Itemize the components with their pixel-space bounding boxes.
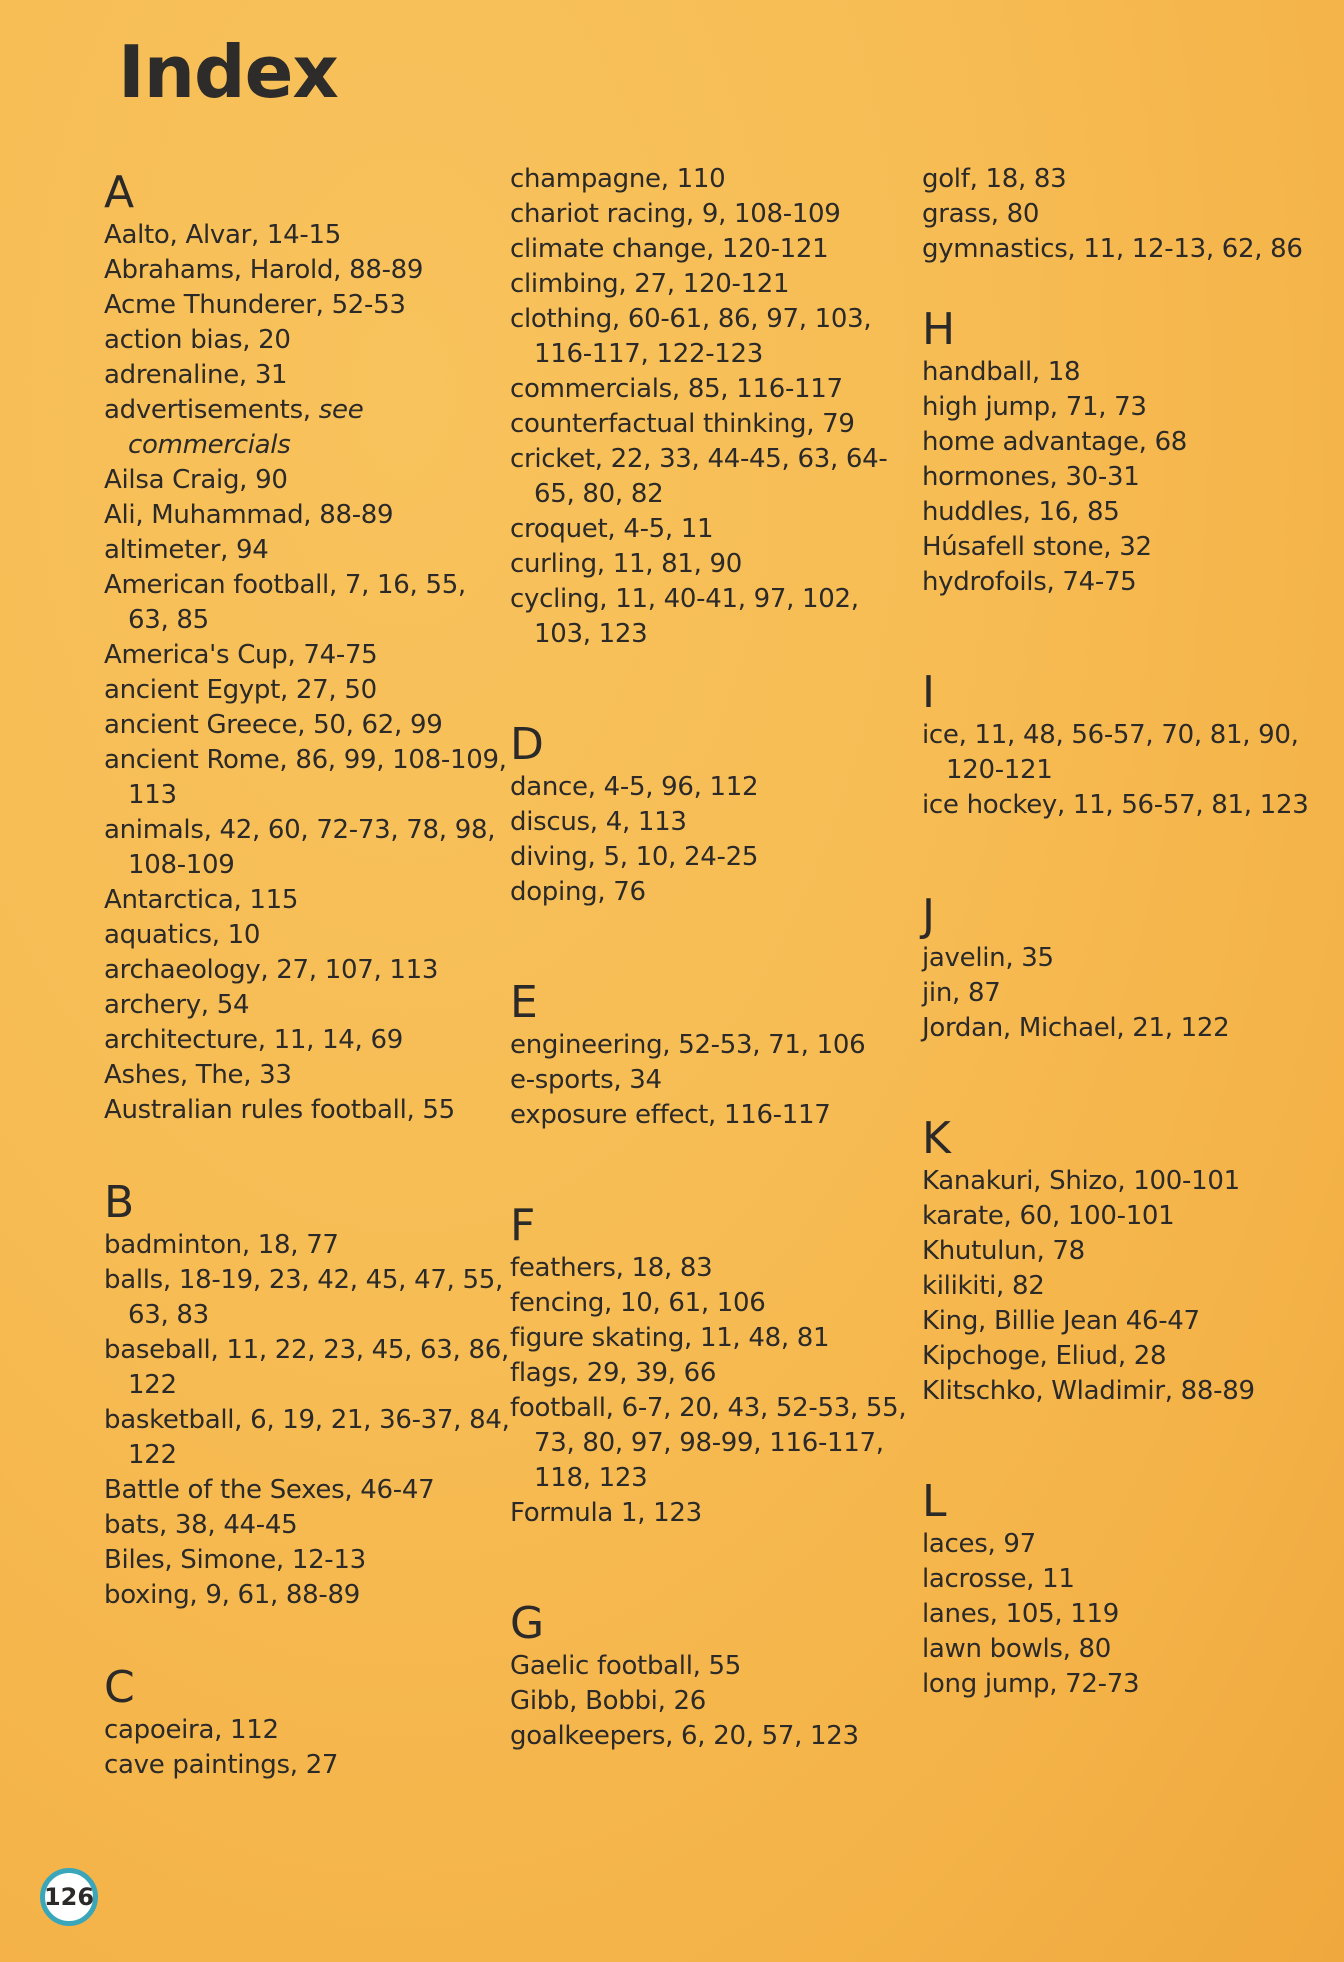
index-entry-text: Abrahams, Harold, 88-89 <box>104 255 424 285</box>
index-entry-text: architecture, 11, 14, 69 <box>104 1025 403 1055</box>
index-entry-text: e-sports, 34 <box>510 1065 662 1095</box>
index-entry-text: adrenaline, 31 <box>104 360 288 390</box>
index-section-continued <box>922 162 1332 267</box>
index-entry-text: lanes, 105, 119 <box>922 1599 1119 1629</box>
section-letter: C <box>104 1662 135 1713</box>
index-entry-text: handball, 18 <box>922 357 1081 387</box>
index-entry-text: chariot racing, 9, 108-109 <box>510 199 841 229</box>
page-number: 126 <box>43 1883 95 1911</box>
index-entry-list <box>922 941 1332 1046</box>
index-entry <box>104 1333 514 1403</box>
index-entry <box>922 1269 1332 1304</box>
index-column-3 <box>922 162 1332 1702</box>
index-entry <box>104 358 514 393</box>
section-letter: B <box>104 1177 135 1228</box>
index-section-h <box>922 304 1332 600</box>
index-entry <box>510 1356 920 1391</box>
section-letter: I <box>922 667 935 718</box>
index-entry-text: archery, 54 <box>104 990 250 1020</box>
index-entry-text: cycling, 11, 40-41, 97, 102, 103, 123 <box>510 584 859 649</box>
index-entry-text: lawn bowls, 80 <box>922 1634 1112 1664</box>
index-entry <box>510 1391 920 1496</box>
index-entry-text: gymnastics, 11, 12-13, 62, 86 <box>922 234 1303 264</box>
index-entry-text: action bias, 20 <box>104 325 291 355</box>
index-entry-list <box>104 1713 514 1783</box>
index-entry-text: feathers, 18, 83 <box>510 1253 713 1283</box>
index-entry <box>922 355 1332 390</box>
index-entry-text: laces, 97 <box>922 1529 1036 1559</box>
index-entry-text: American football, 7, 16, 55, 63, 85 <box>104 570 466 635</box>
index-entry-text: fencing, 10, 61, 106 <box>510 1288 766 1318</box>
index-entry-text: javelin, 35 <box>922 943 1054 973</box>
index-entry <box>922 1632 1332 1667</box>
index-entry <box>922 941 1332 976</box>
index-entry-text: baseball, 11, 22, 23, 45, 63, 86, 122 <box>104 1335 509 1400</box>
index-entry-text: altimeter, 94 <box>104 535 269 565</box>
index-entry-text: Aalto, Alvar, 14-15 <box>104 220 341 250</box>
index-entry <box>922 1667 1332 1702</box>
index-entry <box>922 197 1332 232</box>
index-entry-text: animals, 42, 60, 72-73, 78, 98, 108-109 <box>104 815 496 880</box>
index-entry-text: archaeology, 27, 107, 113 <box>104 955 439 985</box>
index-entry-text: discus, 4, 113 <box>510 807 687 837</box>
index-entry-text: croquet, 4-5, 11 <box>510 514 714 544</box>
index-entry-text: Húsafell stone, 32 <box>922 532 1152 562</box>
index-entry-text: Biles, Simone, 12-13 <box>104 1545 366 1575</box>
index-entry-text: Klitschko, Wladimir, 88-89 <box>922 1376 1255 1406</box>
index-entry <box>104 393 514 463</box>
index-entry-text: goalkeepers, 6, 20, 57, 123 <box>510 1721 859 1751</box>
index-entry-text: Battle of the Sexes, 46-47 <box>104 1475 435 1505</box>
index-entry-text: cricket, 22, 33, 44-45, 63, 64-65, 80, 82 <box>510 444 888 509</box>
index-entry <box>510 770 920 805</box>
index-entry <box>510 582 920 652</box>
index-entry-text: Formula 1, 123 <box>510 1498 702 1528</box>
index-entry <box>922 1374 1332 1409</box>
index-entry <box>922 718 1332 788</box>
index-entry-text: Khutulun, 78 <box>922 1236 1085 1266</box>
index-entry-text: high jump, 71, 73 <box>922 392 1147 422</box>
index-entry-text: ancient Egypt, 27, 50 <box>104 675 377 705</box>
index-entry <box>510 1098 920 1133</box>
index-section-b <box>104 1177 514 1613</box>
page-title: Index <box>118 30 338 114</box>
index-entry <box>104 953 514 988</box>
section-letter: L <box>922 1476 947 1527</box>
section-letter: K <box>922 1113 951 1164</box>
index-entry-text: Ailsa Craig, 90 <box>104 465 288 495</box>
index-entry <box>104 1713 514 1748</box>
index-entry <box>922 390 1332 425</box>
index-entry-text: golf, 18, 83 <box>922 164 1067 194</box>
index-entry <box>104 813 514 883</box>
index-entry-text: climate change, 120-121 <box>510 234 829 264</box>
index-entry <box>922 1339 1332 1374</box>
index-section-g <box>510 1598 920 1754</box>
index-entry-text: Kipchoge, Eliud, 28 <box>922 1341 1167 1371</box>
index-entry <box>510 197 920 232</box>
index-entry-text: ancient Rome, 86, 99, 108-109, 113 <box>104 745 507 810</box>
index-entry-list <box>922 1527 1332 1702</box>
index-entry <box>510 512 920 547</box>
index-entry-list <box>922 718 1332 823</box>
index-entry-text: football, 6-7, 20, 43, 52-53, 55, 73, 80, 97, 98-99, 116-117, 118, 123 <box>510 1393 907 1493</box>
index-entry-text: karate, 60, 100-101 <box>922 1201 1175 1231</box>
index-entry-text: diving, 5, 10, 24-25 <box>510 842 759 872</box>
index-entry-text: King, Billie Jean 46-47 <box>922 1306 1200 1336</box>
index-entry <box>922 495 1332 530</box>
index-entry <box>104 1578 514 1613</box>
index-entry-text: engineering, 52-53, 71, 106 <box>510 1030 866 1060</box>
index-entry-list <box>510 162 920 652</box>
index-entry <box>922 565 1332 600</box>
index-entry-text: huddles, 16, 85 <box>922 497 1120 527</box>
index-entry <box>510 302 920 372</box>
index-entry-text: Ashes, The, 33 <box>104 1060 292 1090</box>
index-entry-text: exposure effect, 116-117 <box>510 1100 831 1130</box>
index-entry-text: champagne, 110 <box>510 164 726 194</box>
index-entry <box>104 708 514 743</box>
index-entry-text: commercials, 85, 116-117 <box>510 374 843 404</box>
index-entry-text: balls, 18-19, 23, 42, 45, 47, 55, 63, 83 <box>104 1265 503 1330</box>
index-entry <box>104 638 514 673</box>
index-entry-text: kilikiti, 82 <box>922 1271 1045 1301</box>
index-entry-text: Jordan, Michael, 21, 122 <box>922 1013 1230 1043</box>
index-entry-text: hydrofoils, 74-75 <box>922 567 1137 597</box>
index-section-continued <box>510 162 920 652</box>
index-entry <box>510 372 920 407</box>
index-entry-list <box>922 1164 1332 1409</box>
index-entry-text: curling, 11, 81, 90 <box>510 549 743 579</box>
index-section-i <box>922 667 1332 823</box>
index-section-l <box>922 1476 1332 1702</box>
index-entry <box>104 883 514 918</box>
index-section-e <box>510 977 920 1133</box>
index-column-1 <box>104 167 514 1783</box>
page-number-badge <box>40 1868 98 1926</box>
index-entry <box>510 840 920 875</box>
index-entry-text: dance, 4-5, 96, 112 <box>510 772 759 802</box>
index-entry-text: aquatics, 10 <box>104 920 261 950</box>
index-entry <box>922 1527 1332 1562</box>
index-entry-list <box>510 1028 920 1133</box>
index-entry-text: America's Cup, 74-75 <box>104 640 378 670</box>
index-entry-text: hormones, 30-31 <box>922 462 1140 492</box>
index-entry <box>922 1164 1332 1199</box>
index-entry-list <box>104 218 514 1128</box>
index-entry <box>922 1304 1332 1339</box>
index-entry <box>510 232 920 267</box>
index-entry <box>104 218 514 253</box>
index-entry <box>510 1028 920 1063</box>
index-entry <box>104 1058 514 1093</box>
section-letter: E <box>510 977 538 1028</box>
index-entry-text: home advantage, 68 <box>922 427 1188 457</box>
index-entry <box>922 1199 1332 1234</box>
index-column-2 <box>510 162 920 1754</box>
index-entry <box>510 547 920 582</box>
index-entry-text: advertisements, <box>104 395 319 425</box>
section-letter: H <box>922 304 956 355</box>
index-entry-text: cave paintings, 27 <box>104 1750 339 1780</box>
index-entry-text: Gibb, Bobbi, 26 <box>510 1686 706 1716</box>
index-entry <box>510 1286 920 1321</box>
index-entry <box>510 1251 920 1286</box>
index-entry-text: lacrosse, 11 <box>922 1564 1075 1594</box>
index-entry <box>922 976 1332 1011</box>
index-entry <box>510 1321 920 1356</box>
index-entry <box>922 1234 1332 1269</box>
index-entry <box>510 1649 920 1684</box>
index-entry-text: figure skating, 11, 48, 81 <box>510 1323 830 1353</box>
index-entry <box>510 1496 920 1531</box>
index-entry <box>104 253 514 288</box>
index-entry-text: flags, 29, 39, 66 <box>510 1358 717 1388</box>
index-entry <box>922 232 1332 267</box>
section-letter: D <box>510 719 544 770</box>
index-entry-text: long jump, 72-73 <box>922 1669 1140 1699</box>
index-entry <box>104 1228 514 1263</box>
index-entry <box>104 323 514 358</box>
index-entry-text: Kanakuri, Shizo, 100-101 <box>922 1166 1240 1196</box>
index-entry-text: Gaelic football, 55 <box>510 1651 742 1681</box>
index-entry-text: capoeira, 112 <box>104 1715 279 1745</box>
index-entry <box>104 988 514 1023</box>
index-entry <box>922 788 1332 823</box>
index-entry-text: grass, 80 <box>922 199 1040 229</box>
index-entry-text: boxing, 9, 61, 88-89 <box>104 1580 360 1610</box>
index-entry <box>104 1748 514 1783</box>
index-section-d <box>510 719 920 910</box>
index-entry-see-reference: see commercials <box>128 395 364 460</box>
index-entry <box>922 1011 1332 1046</box>
index-entry <box>510 1063 920 1098</box>
index-entry-list <box>510 770 920 910</box>
index-entry <box>510 267 920 302</box>
index-section-k <box>922 1113 1332 1409</box>
index-entry <box>510 875 920 910</box>
index-entry <box>922 460 1332 495</box>
index-entry-text: bats, 38, 44-45 <box>104 1510 298 1540</box>
index-entry-text: basketball, 6, 19, 21, 36-37, 84, 122 <box>104 1405 510 1470</box>
index-entry <box>104 673 514 708</box>
index-entry-list <box>510 1251 920 1531</box>
index-entry-text: doping, 76 <box>510 877 646 907</box>
index-entry-text: climbing, 27, 120-121 <box>510 269 790 299</box>
index-entry-text: Acme Thunderer, 52-53 <box>104 290 406 320</box>
index-entry <box>104 1023 514 1058</box>
index-entry-text: ancient Greece, 50, 62, 99 <box>104 710 443 740</box>
index-entry <box>104 1473 514 1508</box>
index-entry <box>510 442 920 512</box>
index-entry-list <box>510 1649 920 1754</box>
index-entry <box>104 918 514 953</box>
index-entry <box>922 1597 1332 1632</box>
index-section-c <box>104 1662 514 1783</box>
index-section-f <box>510 1200 920 1531</box>
index-section-a <box>104 167 514 1128</box>
index-entry-list <box>922 355 1332 600</box>
index-section-j <box>922 890 1332 1046</box>
index-entry <box>510 805 920 840</box>
index-entry <box>104 533 514 568</box>
index-entry-text: Australian rules football, 55 <box>104 1095 455 1125</box>
index-entry <box>922 1562 1332 1597</box>
section-letter: G <box>510 1598 545 1649</box>
index-entry-text: ice hockey, 11, 56-57, 81, 123 <box>922 790 1309 820</box>
index-entry <box>104 1093 514 1128</box>
index-entry <box>922 162 1332 197</box>
section-letter: A <box>104 167 135 218</box>
index-entry <box>510 1719 920 1754</box>
index-entry-text: ice, 11, 48, 56-57, 70, 81, 90, 120-121 <box>922 720 1299 785</box>
index-entry <box>104 463 514 498</box>
index-entry <box>510 407 920 442</box>
index-entry-text: Antarctica, 115 <box>104 885 299 915</box>
index-entry <box>104 498 514 533</box>
index-entry <box>104 1403 514 1473</box>
index-entry <box>104 743 514 813</box>
index-entry <box>510 1684 920 1719</box>
index-entry-list <box>922 162 1332 267</box>
section-letter: J <box>922 890 935 941</box>
index-entry <box>104 568 514 638</box>
section-letter: F <box>510 1200 536 1251</box>
index-entry-list <box>104 1228 514 1613</box>
index-entry-text: badminton, 18, 77 <box>104 1230 339 1260</box>
index-entry <box>104 288 514 323</box>
index-entry <box>922 530 1332 565</box>
index-entry-text: clothing, 60-61, 86, 97, 103, 116-117, 122-123 <box>510 304 872 369</box>
index-entry-text: Ali, Muhammad, 88-89 <box>104 500 394 530</box>
index-entry <box>510 162 920 197</box>
index-entry-text: counterfactual thinking, 79 <box>510 409 855 439</box>
index-entry <box>104 1543 514 1578</box>
index-entry <box>104 1263 514 1333</box>
index-entry-text: jin, 87 <box>922 978 1001 1008</box>
index-entry <box>104 1508 514 1543</box>
index-entry <box>922 425 1332 460</box>
